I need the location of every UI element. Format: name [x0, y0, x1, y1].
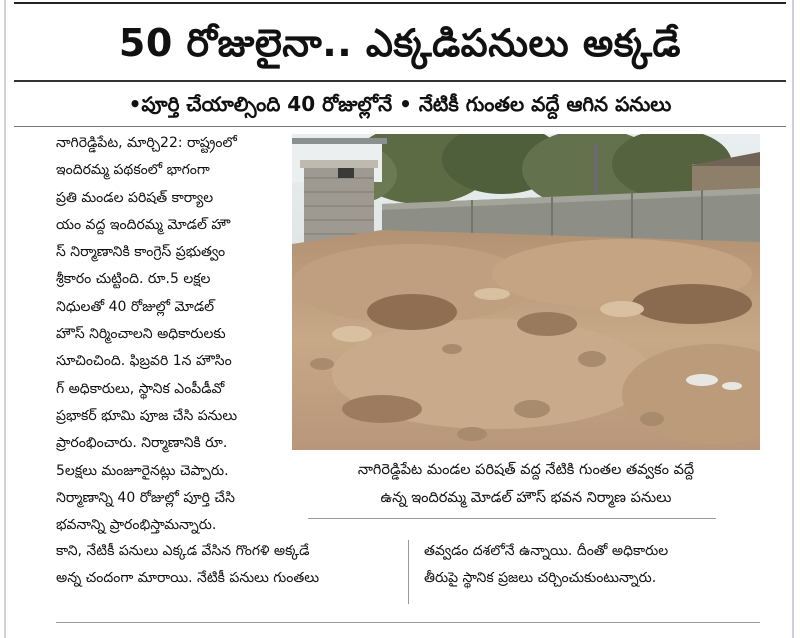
text-line: నాగిరెడ్డిపేట, మార్చి22: రాష్ట్రంలో	[56, 135, 237, 151]
photo-caption	[292, 456, 760, 512]
text-line: భవనాన్ని ప్రారంభిస్తామన్నారు.	[56, 517, 217, 534]
text-line: ఇందిరమ్మ పథకంలో భాగంగా	[56, 162, 210, 179]
article-body-left-column	[56, 130, 291, 539]
text-line: ప్రభాకర్ భూమి పూజ చేసి పనులు	[56, 407, 238, 424]
text-line: 5లక్షలు మంజూరైనట్లు చెప్పారు.	[56, 462, 229, 479]
page-top-border	[14, 2, 786, 4]
article-paragraph	[56, 538, 391, 593]
article-paragraph	[424, 538, 760, 593]
text-line: స్ నిర్మాణానికి కాంగ్రెస్ ప్రభుత్వం	[56, 244, 226, 261]
article-body-bottom-right	[424, 538, 760, 593]
text-line: యం వద్ద ఇందిరమ్మ మోడల్ హౌ	[56, 216, 231, 233]
headline: 50 రోజులైనా.. ఎక్కడిపనులు అక్కడే	[118, 21, 682, 65]
text-line: తవ్వడం దశలోనే ఉన్నాయి. దీంతో అధికారుల	[424, 543, 669, 559]
bottom-rule	[56, 622, 760, 623]
text-line: శ్రీకారం చుట్టింది. రూ.5 లక్షల	[56, 271, 211, 288]
caption-rule	[308, 518, 716, 519]
construction-site-photo	[292, 134, 760, 450]
text-line: అన్న చందంగా మారాయి. నేటికీ పనులు గుంతలు	[56, 570, 320, 587]
text-line: ప్రారంభించారు. నిర్మాణానికి రూ.	[56, 435, 228, 452]
text-line: సూచించింది. ఫిబ్రవరి 1న హౌసిం	[56, 353, 232, 370]
text-line: నిర్మాణాన్ని 40 రోజుల్లో పూర్తి చేసి	[56, 489, 235, 506]
text-line: హౌస్ నిర్మించాలని అధికారులకు	[56, 326, 226, 343]
caption-line: ఉన్న ఇందిరమ్మ మోడల్ హౌస్ భవన నిర్మాణ పనులు	[380, 490, 672, 506]
text-line: తీరుపై స్థానిక ప్రజలు చర్చించుకుంటున్నారు.	[424, 570, 657, 587]
subhead-rule	[14, 126, 786, 127]
text-line: గ్ అధికారులు, స్థానిక ఎంపీడీవో	[56, 380, 225, 397]
caption-line: నాగిరెడ్డిపేట మండల పరిషత్ వద్ద నేటికి గుంతల తవ్వకం వద్దే	[357, 462, 695, 478]
column-divider	[408, 540, 409, 604]
text-line: ప్రతి మండల పరిషత్ కార్యాల	[56, 189, 214, 206]
text-line: నిధులతో 40 రోజుల్లో మోడల్	[56, 298, 215, 315]
article-paragraph	[56, 130, 291, 539]
headline-rule	[14, 80, 786, 82]
text-line: కాని, నేటికీ పనులు ఎక్కడ వేసిన గొంగళి అక్కడే	[56, 543, 310, 559]
subheadline: •పూర్తి చేయాల్సింది 40 రోజుల్లోనే • నేటికీ గుంతల వద్దే ఆగిన పనులు	[128, 92, 672, 116]
article-body-bottom-left	[56, 538, 391, 593]
